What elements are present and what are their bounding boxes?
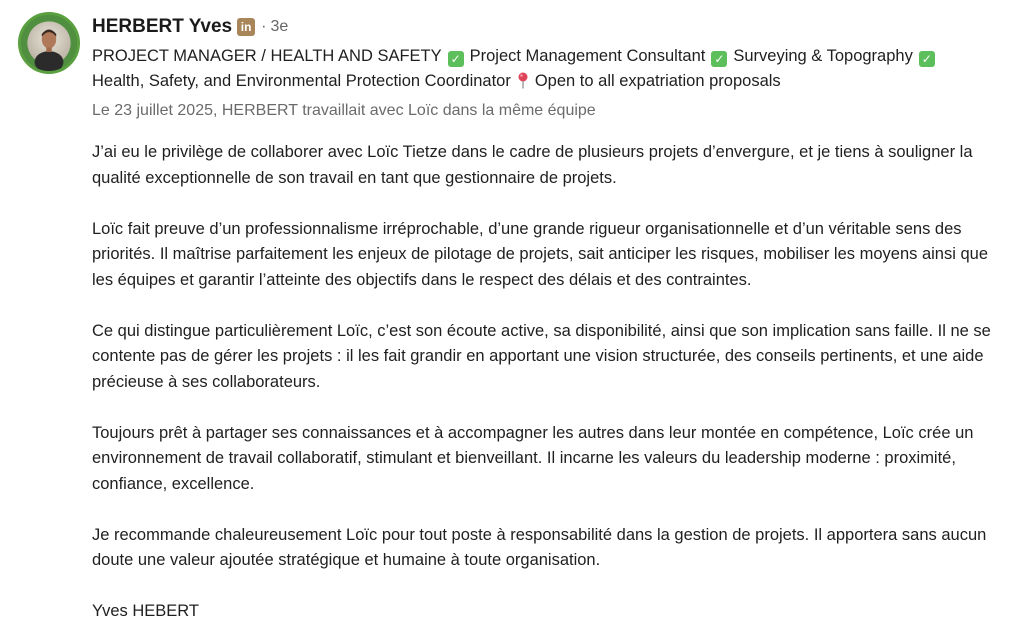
recommendation-paragraph: Ce qui distingue particulièrement Loïc, c’est son écoute active, sa disponibilité, ainsi que son implication sans faille. Il ne se contente pas de gérer les projets : il les fait grandir en apportant une vision structurée, des conseils pertinents, et une aide précieuse à ses collaborateurs.: [92, 321, 991, 391]
headline-part-5: Open to all expatriation proposals: [534, 72, 781, 90]
headline-part-4: Health, Safety, and Environmental Protection Coordinator: [92, 72, 511, 90]
round-pushpin-icon: [517, 72, 529, 97]
headline-part-3: Surveying & Topography: [733, 47, 913, 65]
connection-degree: 3e: [270, 18, 289, 35]
check-box-icon: ✓: [711, 51, 727, 67]
author-headline: [92, 44, 1004, 97]
check-box-icon: ✓: [919, 51, 935, 67]
check-box-icon: ✓: [448, 51, 464, 67]
recommendation-paragraph: Loïc fait preuve d’un professionnalisme irréprochable, d’une grande rigueur organisationnelle et d’un véritable sens des priorités. Il maîtrise parfaitement les enjeux de pilotage de projets, sait anticiper les risques, mobiliser les moyens ainsi que les équipes et garantir l’atteinte des objectifs dans le respect des délais et des contraintes.: [92, 219, 989, 289]
recommendation-paragraph: J’ai eu le privilège de collaborer avec Loïc Tietze dans le cadre de plusieurs projets d’envergure, et je tiens à souligner la qualité exceptionnelle de son travail en tant que gestionnaire de projets.: [92, 143, 973, 187]
author-name-row: [92, 14, 1004, 40]
avatar-photo: [21, 15, 77, 71]
separator-dot: ·: [261, 18, 267, 35]
author-avatar[interactable]: [18, 12, 80, 74]
signature: Yves HEBERT: [92, 602, 199, 620]
headline-part-2: Project Management Consultant: [469, 47, 706, 65]
author-name[interactable]: HERBERT Yves: [92, 16, 233, 37]
relationship-date: Le 23 juillet 2025, HERBERT travaillait avec Loïc dans la même équipe: [92, 102, 596, 119]
headline-part-1: PROJECT MANAGER / HEALTH AND SAFETY: [92, 47, 442, 65]
recommendation-paragraph: Je recommande chaleureusement Loïc pour tout poste à responsabilité dans la gestion de projets. Il apportera sans aucun doute une valeur ajoutée stratégique et humaine à toute organisation.: [92, 525, 987, 569]
recommendation-text: [92, 140, 1002, 640]
recommendation-paragraph: Toujours prêt à partager ses connaissances et à accompagner les autres dans leur montée en compétence, Loïc crée un environnement de travail collaboratif, stimulant et bienveillant. Il incarne les valeurs du leadership moderne : proximité, confiance, excellence.: [92, 423, 974, 493]
linkedin-icon: in: [237, 18, 255, 36]
author-header: [92, 14, 1004, 123]
